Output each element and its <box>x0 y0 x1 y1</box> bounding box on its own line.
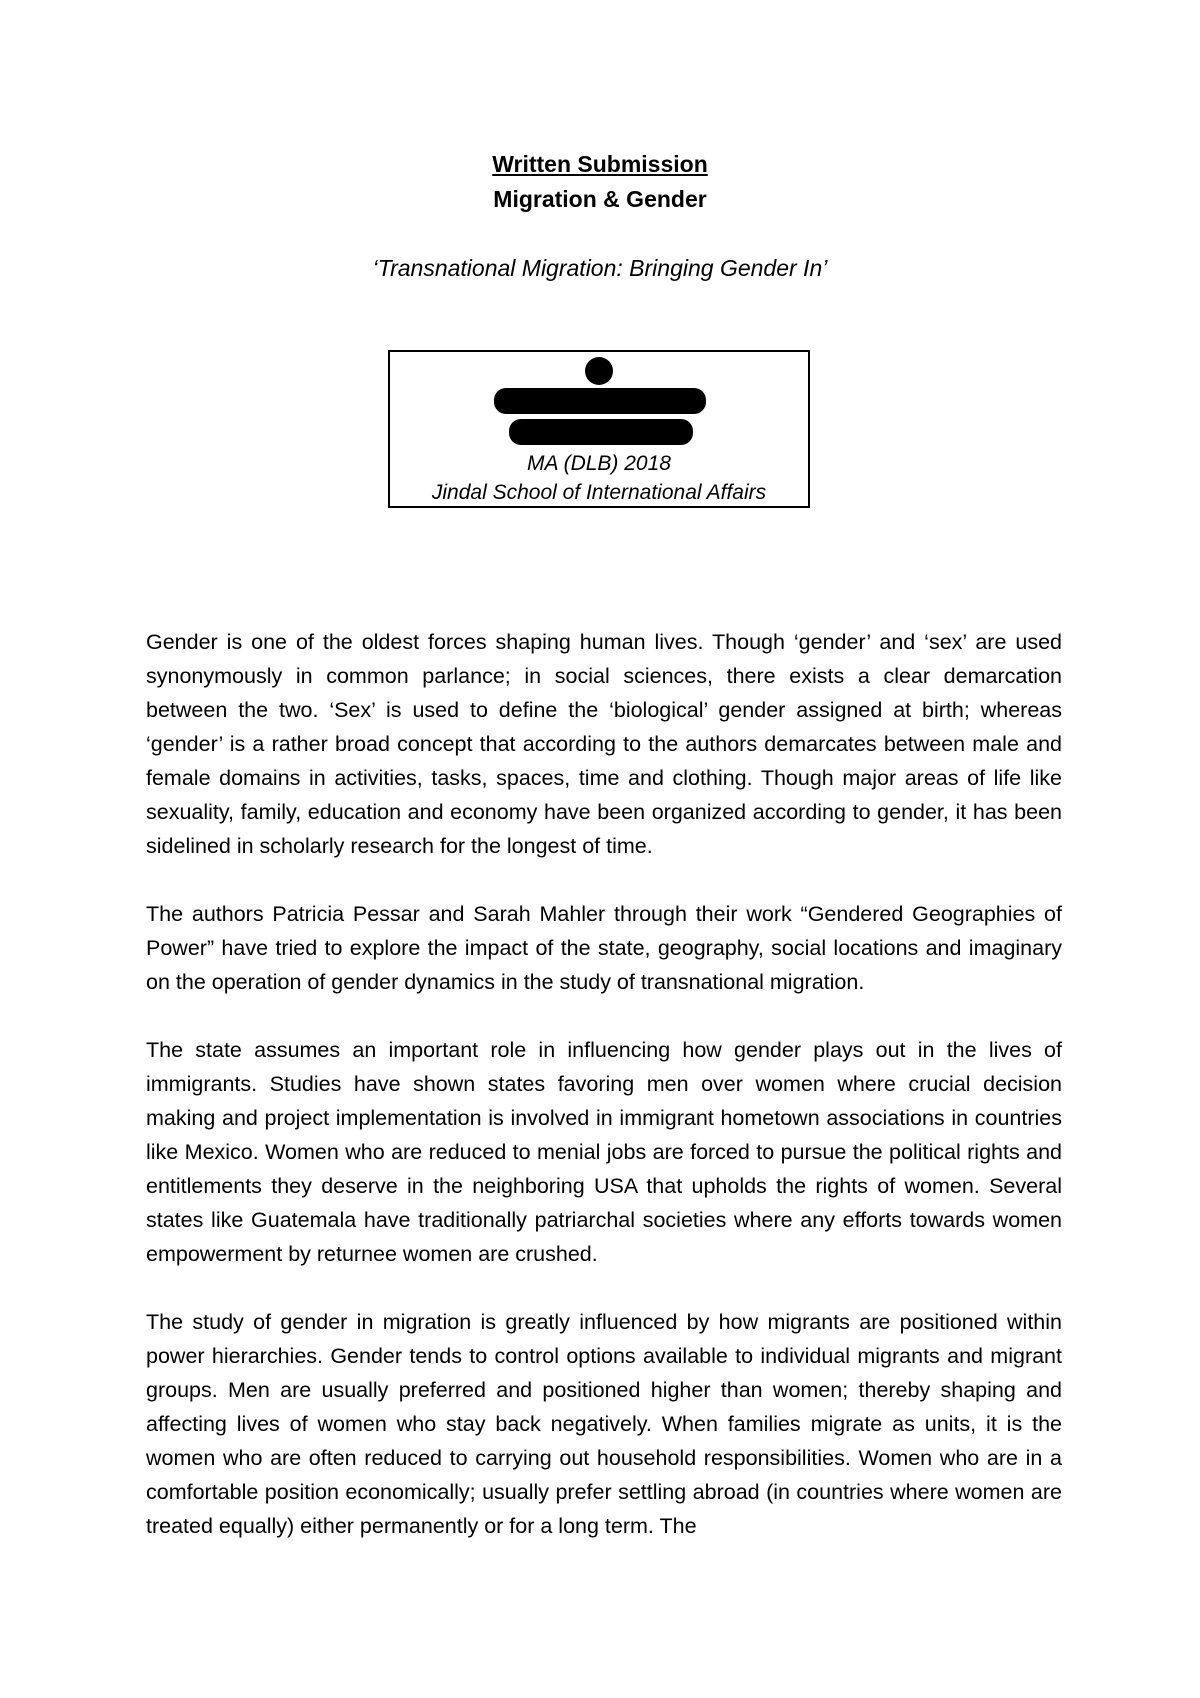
redacted-name <box>494 388 706 414</box>
course-title: Migration & Gender <box>493 186 707 212</box>
author-info-box <box>388 350 810 508</box>
body-text <box>146 625 1062 1577</box>
essay-subtitle: ‘Transnational Migration: Bringing Gender In’ <box>372 255 828 281</box>
document-title: Written Submission <box>492 151 708 177</box>
redacted-mark <box>585 357 613 385</box>
redacted-id <box>509 419 693 445</box>
school-label: Jindal School of International Affairs <box>431 481 767 504</box>
paragraph: The study of gender in migration is greatly influenced by how migrants are positioned within power hierarchies. Gender tends to control options available to individual migrants and migrant groups. Men are usually preferred and positioned higher than women; thereby shaping and affecting lives of women who stay back negatively. When families migrate as units, it is the women who are often reduced to carrying out household responsibilities. Women who are in a comfortable position economically; usually prefer settling abroad (in countries where women are treated equally) either permanently or for a long term. The <box>146 1310 1062 1538</box>
paragraph: The state assumes an important role in influencing how gender plays out in the lives of immigrants. Studies have shown states favoring men over women where crucial decision making and project implementation is involved in immigrant hometown associations in countries like Mexico. Women who are reduced to menial jobs are forced to pursue the political rights and entitlements they deserve in the neighboring USA that upholds the rights of women. Several states like Guatemala have traditionally patriarchal societies where any efforts towards women empowerment by returnee women are crushed. <box>146 1038 1062 1266</box>
paragraph: The authors Patricia Pessar and Sarah Mahler through their work “Gendered Geographies of Power” have tried to explore the impact of the state, geography, social locations and imaginary on the operation of gender dynamics in the study of transnational migration. <box>146 902 1062 994</box>
program-label: MA (DLB) 2018 <box>527 452 671 475</box>
paragraph: Gender is one of the oldest forces shaping human lives. Though ‘gender’ and ‘sex’ are used synonymously in common parlance; in social sciences, there exists a clear demarcation between the two. ‘Sex’ is used to define the ‘biological’ gender assigned at birth; whereas ‘gender’ is a rather broad concept that according to the authors demarcates between male and female domains in activities, tasks, spaces, time and clothing. Though major areas of life like sexuality, family, education and economy have been organized according to gender, it has been sidelined in scholarly research for the longest of time. <box>146 630 1062 858</box>
